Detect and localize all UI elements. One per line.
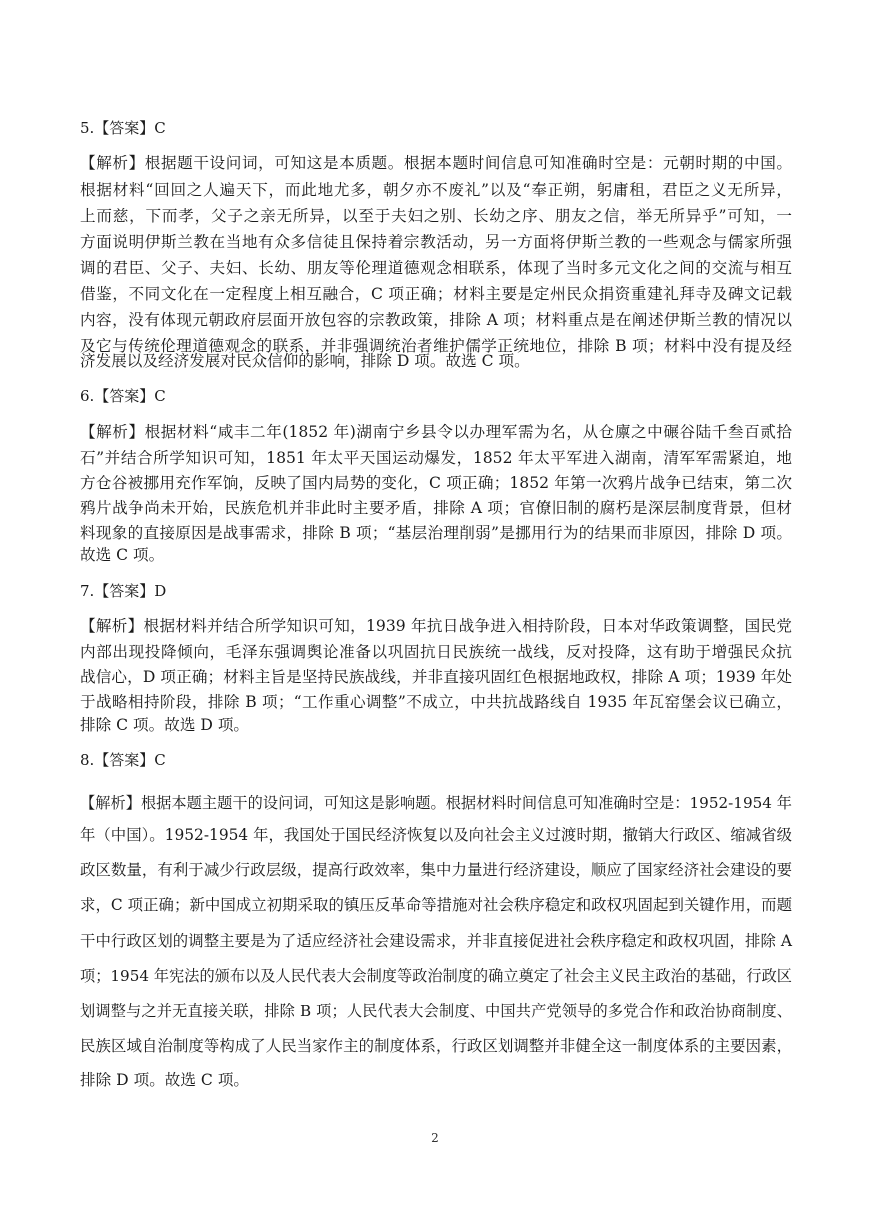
analysis-line: 项；1954 年宪法的颁布以及人民代表大会制度等政治制度的确立奠定了社会主义民主政治的基础，行政区 <box>80 967 792 985</box>
analysis-line: 【解析】根据材料并结合所学知识可知，1939 年抗日战争进入相持阶段，日本对华政策调整，国民党 <box>80 617 792 635</box>
analysis-line: 排除 C 项。故选 D 项。 <box>80 716 250 734</box>
analysis-line: 于战略相持阶段，排除 B 项；“工作重心调整”不成立，中共抗战路线自 1935 年瓦窑堡会议已确立， <box>80 693 792 711</box>
analysis-line: 划调整与之并无直接关联，排除 B 项；人民代表大会制度、中国共产党领导的多党合作和政治协商制度、 <box>80 1002 792 1020</box>
analysis-line: 方仓谷被挪用充作军饷，反映了国内局势的变化，C 项正确；1852 年第一次鸦片战争已结束，第二次 <box>80 474 792 492</box>
analysis-line: 济发展以及经济发展对民众信仰的影响，排除 D 项。故选 C 项。 <box>80 352 530 370</box>
analysis-line: 内容，没有体现元朝政府层面开放包容的宗教政策，排除 A 项；材料重点是在阐述伊斯兰教的情况以 <box>80 311 792 329</box>
analysis-line: 【解析】根据题干设问词，可知这是本质题。根据本题时间信息可知准确时空是：元朝时期的中国。 <box>80 154 792 172</box>
analysis-line: 根据材料“回回之人遍天下，而此地尤多，朝夕亦不废礼”以及“奉正朔，躬庸租，君臣之义无所异， <box>80 181 792 199</box>
analysis-line: 民族区域自治制度等构成了人民当家作主的制度体系，行政区划调整并非健全这一制度体系的主要因素， <box>80 1037 792 1055</box>
page-number: 2 <box>431 1131 439 1145</box>
answer-heading-q6: 6.【答案】C <box>80 387 166 405</box>
analysis-line: 【解析】根据材料“咸丰二年(1852 年)湖南宁乡县令以办理军需为名，从仓廪之中碾谷陆千叁百贰拾 <box>80 423 792 441</box>
analysis-line: 内部出现投降倾向，毛泽东强调舆论准备以巩固抗日民族统一战线，反对投降，这有助于增强民众抗 <box>80 643 792 661</box>
analysis-line: 年（中国）。1952-1954 年，我国处于国民经济恢复以及向社会主义过渡时期，撤销大行政区、缩减省级 <box>80 826 792 844</box>
analysis-line: 调的君臣、父子、夫妇、长幼、朋友等伦理道德观念相联系，体现了当时多元文化之间的交流与相互 <box>80 259 792 277</box>
analysis-line: 求，C 项正确；新中国成立初期采取的镇压反革命等措施对社会秩序稳定和政权巩固起到关键作用，而题 <box>80 896 792 914</box>
answer-heading-q7: 7.【答案】D <box>80 582 167 600</box>
analysis-line: 石”并结合所学知识可知，1851 年太平天国运动爆发，1852 年太平军进入湖南，清军军需紧迫，地 <box>80 449 792 467</box>
answer-heading-q5: 5.【答案】C <box>80 119 166 137</box>
analysis-line: 方面说明伊斯兰教在当地有众多信徒且保持着宗教活动，另一方面将伊斯兰教的一些观念与儒家所强 <box>80 233 792 251</box>
analysis-line: 上而慈，下而孝，父子之亲无所异，以至于夫妇之别、长幼之序、朋友之信，举无所异乎”可知，一 <box>80 207 792 225</box>
analysis-line: 料现象的直接原因是战事需求，排除 B 项；“基层治理削弱”是挪用行为的结果而非原因，排除 D 项。 <box>80 524 792 542</box>
analysis-line: 排除 D 项。故选 C 项。 <box>80 1071 250 1089</box>
analysis-line: 借鉴，不同文化在一定程度上相互融合，C 项正确；材料主要是定州民众捐资重建礼拜寺及碑文记载 <box>80 285 792 303</box>
analysis-line: 鸦片战争尚未开始，民族危机并非此时主要矛盾，排除 A 项；官僚旧制的腐朽是深层制度背景，但材 <box>80 499 792 517</box>
analysis-line: 故选 C 项。 <box>80 546 165 564</box>
answer-heading-q8: 8.【答案】C <box>80 751 166 769</box>
analysis-line: 政区数量，有利于减少行政层级，提高行政效率，集中力量进行经济建设，顺应了国家经济社会建设的要 <box>80 861 792 879</box>
analysis-line: 战信心，D 项正确；材料主旨是坚持民族战线，并非直接巩固红色根据地政权，排除 A 项；1939 年处 <box>80 668 792 686</box>
analysis-line: 干中行政区划的调整主要是为了适应经济社会建设需求，并非直接促进社会秩序稳定和政权巩固，排除 A <box>80 932 792 950</box>
analysis-line: 【解析】根据本题主题干的设问词，可知这是影响题。根据材料时间信息可知准确时空是：1952-1954 年 <box>80 794 792 812</box>
analysis-line: 及它与传统伦理道德观念的联系，并非强调统治者维护儒学正统地位，排除 B 项；材料中没有提及经 <box>80 337 792 355</box>
